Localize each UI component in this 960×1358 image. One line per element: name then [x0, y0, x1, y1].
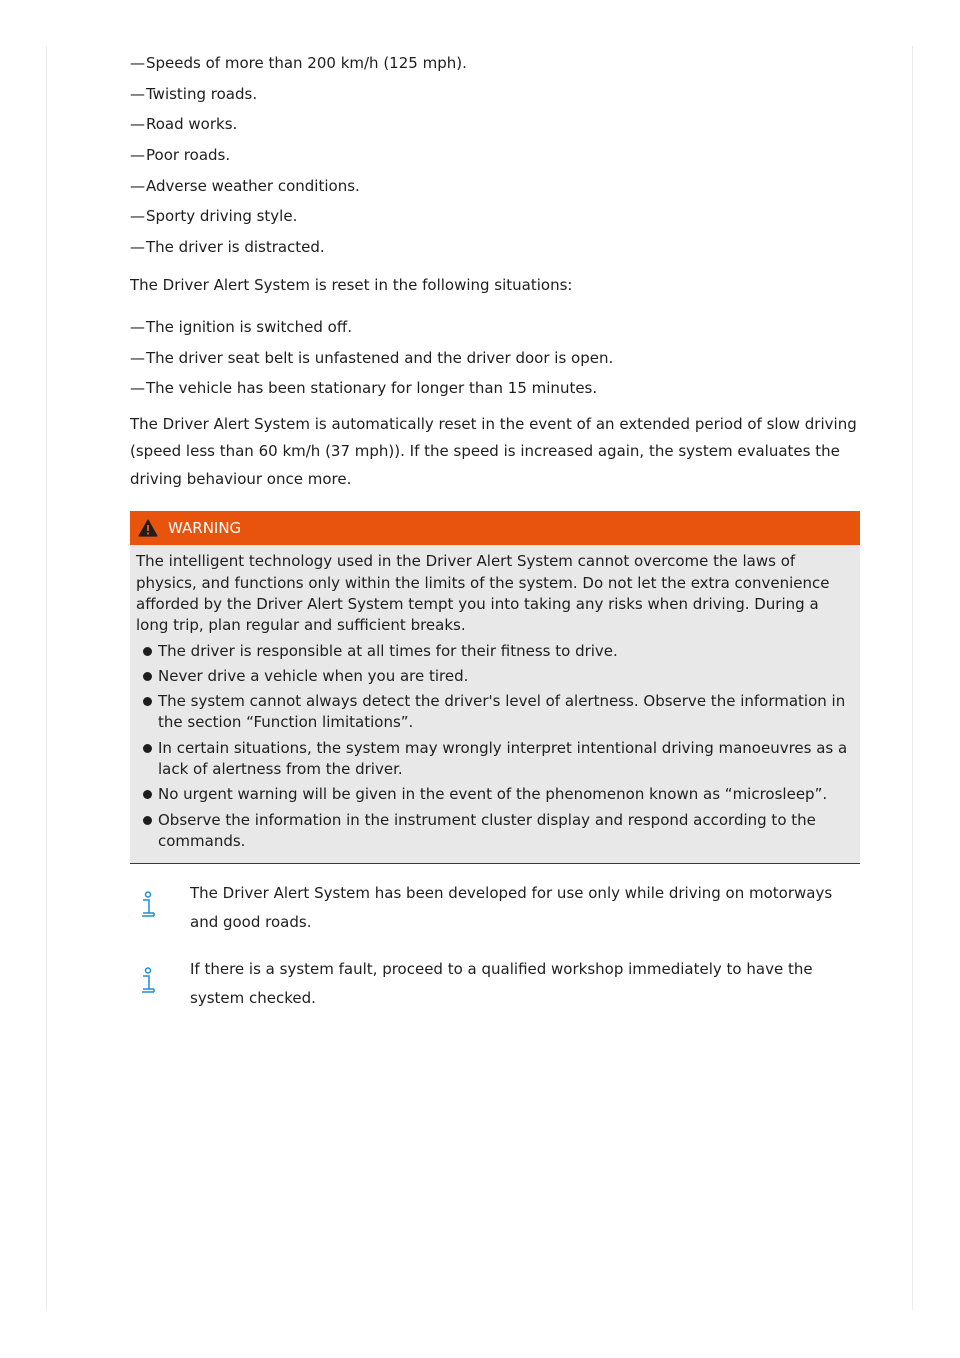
- note-list: [130, 879, 860, 1013]
- page-margin-line-right: [912, 46, 913, 1310]
- list-item: — The driver is distracted.: [130, 233, 860, 264]
- list-item: — Twisting roads.: [130, 80, 860, 111]
- paragraph-line: driving behaviour once more.: [130, 469, 352, 488]
- note-text: The Driver Alert System has been developed for use only while driving on motorways and good roads.: [190, 884, 833, 932]
- list-item: — The ignition is switched off.: [130, 313, 860, 344]
- info-icon: [130, 879, 190, 937]
- warning-header: [130, 511, 860, 545]
- list-item: Observe the information in the instrument cluster display and respond according to the commands.: [136, 810, 852, 853]
- list-item: — Poor roads.: [130, 141, 860, 172]
- list-item: — The driver seat belt is unfastened and the driver door is open.: [130, 344, 860, 375]
- auto-reset-paragraph: [130, 411, 860, 494]
- list-item: The system cannot always detect the driver's level of alertness. Observe the information in the section “Function limitations”.: [136, 691, 852, 734]
- note-text: If there is a system fault, proceed to a qualified workshop immediately to have the system checked.: [190, 960, 813, 1008]
- warning-body: [130, 545, 860, 863]
- note: [130, 955, 860, 1013]
- list-item: Never drive a vehicle when you are tired.: [136, 666, 852, 687]
- warning-bullet-list: [136, 641, 852, 853]
- condition-list: [130, 49, 860, 264]
- reset-intro-paragraph: The Driver Alert System is reset in the following situations:: [130, 275, 573, 294]
- paragraph-line: The Driver Alert System is automatically reset in the event of an extended period of slow driving: [130, 414, 857, 433]
- warning-triangle-icon: [138, 519, 168, 537]
- warning-label: WARNING: [168, 519, 242, 538]
- list-item: The driver is responsible at all times for their fitness to drive.: [136, 641, 852, 662]
- page-margin-line-left: [46, 46, 47, 1310]
- list-item: — The vehicle has been stationary for longer than 15 minutes.: [130, 374, 860, 405]
- list-item: — Road works.: [130, 110, 860, 141]
- warning-box: [130, 511, 860, 864]
- list-item: — Sporty driving style.: [130, 202, 860, 233]
- list-item: — Adverse weather conditions.: [130, 172, 860, 203]
- list-item: In certain situations, the system may wrongly interpret intentional driving manoeuvres as a lack of alertness from the driver.: [136, 738, 852, 781]
- list-item: — Speeds of more than 200 km/h (125 mph).: [130, 49, 860, 80]
- page-content: [130, 49, 860, 1031]
- paragraph-line: (speed less than 60 km/h (37 mph)). If the speed is increased again, the system evaluates the: [130, 442, 840, 461]
- list-item: No urgent warning will be given in the event of the phenomenon known as “microsleep”.: [136, 784, 852, 805]
- note: [130, 879, 860, 937]
- reset-situation-list: [130, 313, 860, 405]
- info-icon: [130, 955, 190, 1013]
- warning-intro: The intelligent technology used in the Driver Alert System cannot overcome the laws of physics, and functions only within the limits of the system. Do not let the extra convenience afforded by the Driver Alert System tempt you into taking any risks when driving. During a long trip, plan regular and sufficient breaks.: [136, 552, 830, 635]
